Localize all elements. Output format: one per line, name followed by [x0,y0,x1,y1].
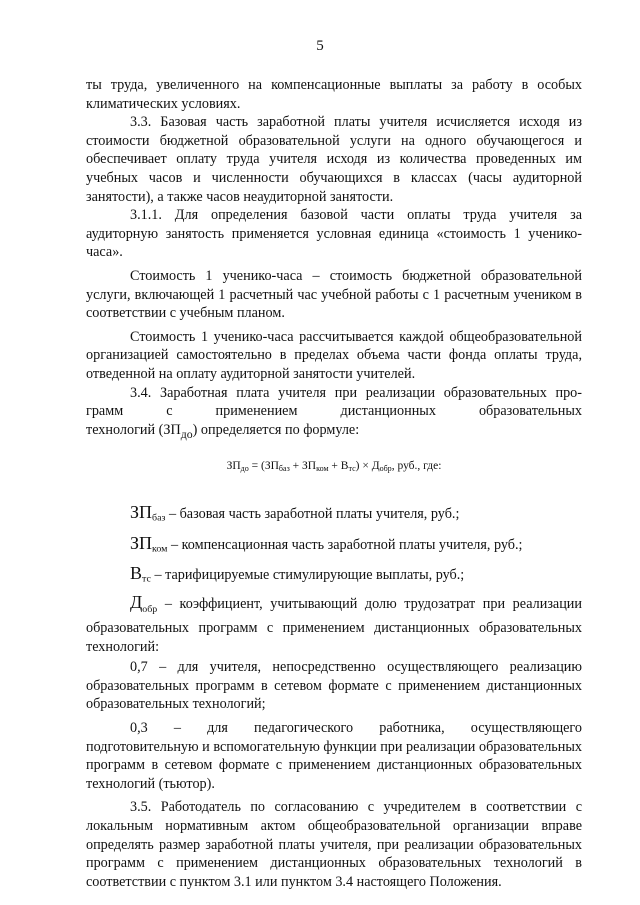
definition-subscript: тс [142,573,151,585]
paragraph: 3.3. Базовая часть заработной платы учителя исчисляется исходя из стоимости бюджетной образовательной услуги на одного обучающегося и обеспечивает оплату труда учителя исходя из количества проведенных им учебных часов и численности обучающихся в классах (часы аудиторной занятости), а также часов неаудиторной занятости. [86,114,582,205]
formula-part: ) × Д [355,460,380,473]
definition-symbol: В [130,563,143,584]
paragraph: Стоимость 1 ученико-часа рассчитывается каждой общеобразовательной организацией самостоятельно в пределах объема части фонда оплаты труда, отведенной на оплату аудиторной занятости учителей. [86,328,582,382]
paragraph-line: 3.4. Заработная плата учителя при реализации образовательных про- [130,384,582,401]
definition-subscript: обр [142,603,158,615]
formula-subscript: тс [348,464,356,474]
subscript: до [180,426,193,441]
paragraph-line: грамм с применением дистанционных образовательных [86,403,582,420]
formula [86,458,582,477]
definition-symbol: Д [130,591,143,612]
formula-part: , руб., где: [391,460,442,473]
document-body [86,76,582,891]
text-run: ) определяется по формуле: [192,421,360,438]
definition-text: – коэффициент, учитывающий долю трудозатрат при реализации образовательных программ с применением дистанционных образовательных технологий: [86,595,582,655]
paragraph: 3.5. Работодатель по согласованию с учредителем в соответствии с локальным нормативным актом общеобразовательной организации вправе определять размер заработной платы учителя, при реализации образовательных программ с применением дистанционных образовательных технологий в соответствии с пунктом 3.1 или пунктом 3.4 настоящего Положения. [86,799,582,890]
formula-subscript: баз [278,464,290,474]
paragraph: 0,7 – для учителя, непосредственно осуществляющего реализацию образовательных программ в сетевом формате с применением дистанционных образовательных технологий; [86,659,582,713]
definition-subscript: баз [152,512,166,524]
formula-subscript: до [240,464,249,474]
paragraph: 0,3 – для педагогического работника, осуществляющего подготовительную и вспомогательную функции при реализации образовательных программ в сетевом формате с применением дистанционных образовательных технологий (тьютор). [86,719,582,792]
paragraph: 3.1.1. Для определения базовой части оплаты труда учителя за аудиторную занятость применяется условная единица «стоимость 1 ученико-часа». [86,207,582,261]
formula-part: = (ЗП [248,460,279,473]
definition-symbol: ЗП [130,532,153,553]
formula-part: + ЗП [289,460,317,473]
formula-part: + В [328,460,349,473]
definition-text: – базовая часть заработной платы учителя, руб.; [168,506,460,523]
paragraph-line [86,421,582,443]
formula-subscript: ком [316,464,329,474]
definition-kom [86,532,582,560]
page-number: 5 [316,38,324,54]
definition-symbol: ЗП [130,502,153,523]
definition-baz [86,501,582,529]
definition-text: – компенсационная часть заработной платы учителя, руб.; [170,536,523,553]
formula-part: ЗП [226,460,241,473]
definition-text: – тарифицируемые стимулирующие выплаты, руб.; [154,567,465,584]
definition-subscript: ком [152,543,168,555]
paragraph: Стоимость 1 ученико-часа – стоимость бюджетной образовательной услуги, включающей 1 расчетный час учебной работы с 1 расчетным учеником в соответствии с учебным планом. [86,267,582,322]
formula-subscript: обр [379,464,392,474]
text-run: технологий (ЗП [86,421,181,438]
paragraph: ты труда, увеличенного на компенсационные выплаты за работу в особых климатических условиях. [86,77,582,112]
definition-vtc [86,562,582,590]
definition-dobr [86,593,582,657]
